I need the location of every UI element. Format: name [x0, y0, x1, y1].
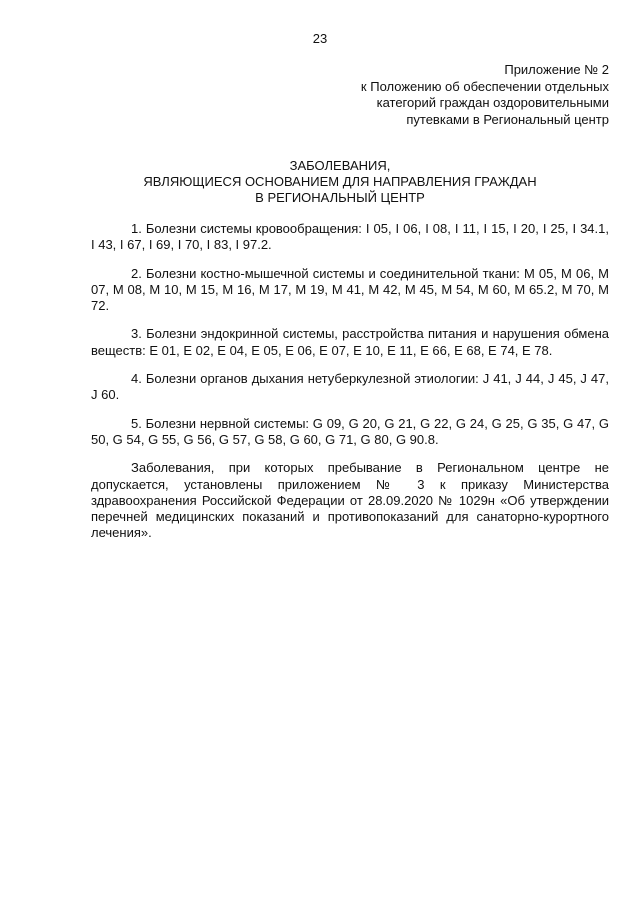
heading-line: ЗАБОЛЕВАНИЯ,	[289, 158, 391, 173]
document-heading	[90, 158, 590, 206]
disease-item-endocrine: 3. Болезни эндокринной системы, расстройства питания и нарушения обмена веществ: E 01, E 02, E 04, E 05, E 06, E 07, E 10, E 11, E 66, E 68, E 74, E 78.	[91, 326, 609, 358]
heading-line: В РЕГИОНАЛЬНЫЙ ЦЕНТР	[255, 190, 425, 205]
appendix-line: путевками в Региональный центр	[406, 111, 609, 127]
appendix-reference	[289, 62, 609, 128]
disease-item-nervous: 5. Болезни нервной системы: G 09, G 20, G 21, G 22, G 24, G 25, G 35, G 47, G 50, G 54, G 55, G 56, G 57, G 58, G 60, G 71, G 80, G 90.8.	[91, 415, 609, 447]
appendix-title: Приложение № 2	[504, 62, 609, 77]
appendix-line: категорий граждан оздоровительными	[376, 95, 609, 110]
contraindications-note: Заболевания, при которых пребывание в Региональном центре не допускается, установлены приложением № 3 к приказу Министерства здравоохранения Российской Федерации от 28.09.2020 № 1029н «Об утверждении перечней медицинских показаний и противопоказаний для санаторно-курортного лечения».	[91, 460, 609, 541]
document-body	[91, 221, 609, 554]
page-number: 23	[312, 31, 328, 46]
heading-line: ЯВЛЯЮЩИЕСЯ ОСНОВАНИЕМ ДЛЯ НАПРАВЛЕНИЯ ГРАЖДАН	[143, 174, 537, 189]
disease-item-respiratory: 4. Болезни органов дыхания нетуберкулезной этиологии: J 41, J 44, J 45, J 47, J 60.	[91, 371, 609, 403]
disease-item-musculoskeletal: 2. Болезни костно-мышечной системы и соединительной ткани: M 05, M 06, M 07, M 08, M 10, M 15, M 16, M 17, M 19, M 41, M 42, M 45, M 54, M 60, M 65.2, M 70, M 72.	[91, 265, 609, 314]
appendix-line: к Положению об обеспечении отдельных	[360, 78, 609, 94]
disease-item-circulatory: 1. Болезни системы кровообращения: I 05, I 06, I 08, I 11, I 15, I 20, I 25, I 34.1, I 43, I 67, I 69, I 70, I 83, I 97.2.	[91, 221, 609, 253]
